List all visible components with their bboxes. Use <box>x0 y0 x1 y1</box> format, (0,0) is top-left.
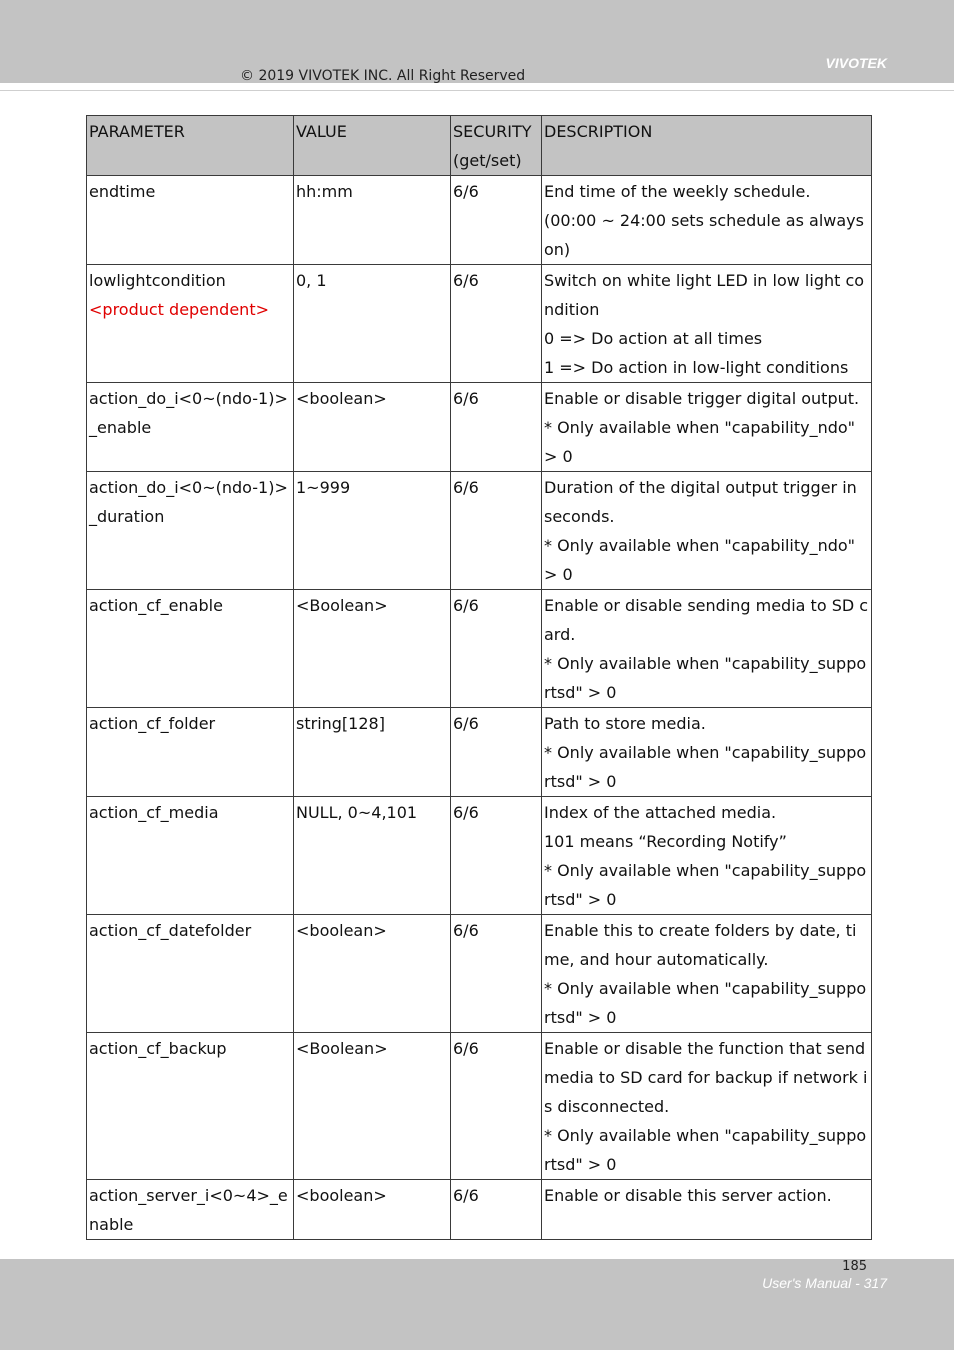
manual-page-label: User's Manual - 317 <box>762 1275 887 1291</box>
header-security: SECURITY (get/set) <box>451 116 542 176</box>
description-line: End time of the weekly schedule. <box>544 182 811 201</box>
description-line: Enable or disable trigger digital output. <box>544 389 860 408</box>
parameter-cell <box>87 472 294 590</box>
description-cell <box>542 1033 872 1180</box>
table-row <box>87 1033 872 1180</box>
parameter-name: action_cf_folder <box>89 714 216 733</box>
description-line: 0 => Do action at all times <box>544 329 763 348</box>
table-row <box>87 708 872 797</box>
parameter-cell <box>87 383 294 472</box>
table-row <box>87 472 872 590</box>
header-divider <box>0 90 954 91</box>
table-row <box>87 590 872 708</box>
parameter-name: lowlightcondition <box>89 271 226 290</box>
parameter-cell <box>87 797 294 915</box>
value-cell: 0, 1 <box>294 265 451 383</box>
table-row <box>87 265 872 383</box>
parameter-cell <box>87 590 294 708</box>
description-line: * Only available when "capability_supportsd" > 0 <box>544 1126 867 1174</box>
description-line: * Only available when "capability_ndo" > 0 <box>544 536 856 584</box>
table-row <box>87 383 872 472</box>
description-line: Enable or disable the function that send media to SD card for backup if network is disconnected. <box>544 1039 868 1116</box>
parameter-name: action_cf_media <box>89 803 219 822</box>
page-number: 185 <box>842 1259 867 1274</box>
description-cell <box>542 1180 872 1240</box>
footer-band <box>0 1259 954 1350</box>
parameter-name: endtime <box>89 182 156 201</box>
description-line: * Only available when "capability_supportsd" > 0 <box>544 979 867 1027</box>
security-cell: 6/6 <box>451 1180 542 1240</box>
parameter-name: action_cf_backup <box>89 1039 227 1058</box>
parameter-name: action_do_i<0~(ndo-1)>_duration <box>89 478 288 526</box>
description-line: Index of the attached media. <box>544 803 777 822</box>
parameter-name: action_server_i<0~4>_enable <box>89 1186 288 1234</box>
description-line: 101 means “Recording Notify” <box>544 832 787 851</box>
value-cell: 1~999 <box>294 472 451 590</box>
description-line: 1 => Do action in low-light conditions <box>544 358 849 377</box>
security-cell: 6/6 <box>451 472 542 590</box>
security-cell: 6/6 <box>451 915 542 1033</box>
security-cell: 6/6 <box>451 1033 542 1180</box>
parameter-table <box>86 115 872 1240</box>
parameter-cell <box>87 1033 294 1180</box>
description-cell <box>542 383 872 472</box>
description-line: * Only available when "capability_supportsd" > 0 <box>544 743 867 791</box>
parameter-cell <box>87 708 294 797</box>
table-header-row <box>87 116 872 176</box>
security-cell: 6/6 <box>451 797 542 915</box>
description-line: Enable or disable this server action. <box>544 1186 832 1205</box>
description-line: * Only available when "capability_ndo" > 0 <box>544 418 856 466</box>
description-cell <box>542 590 872 708</box>
parameter-cell <box>87 176 294 265</box>
parameter-name: action_do_i<0~(ndo-1)>_enable <box>89 389 288 437</box>
value-cell: <boolean> <box>294 383 451 472</box>
description-line: Switch on white light LED in low light condition <box>544 271 865 319</box>
table-row <box>87 1180 872 1240</box>
parameter-cell <box>87 915 294 1033</box>
table-row <box>87 176 872 265</box>
value-cell: NULL, 0~4,101 <box>294 797 451 915</box>
security-cell: 6/6 <box>451 383 542 472</box>
description-cell <box>542 797 872 915</box>
parameter-name: action_cf_enable <box>89 596 223 615</box>
security-cell: 6/6 <box>451 265 542 383</box>
description-line: Enable this to create folders by date, time, and hour automatically. <box>544 921 857 969</box>
description-cell <box>542 265 872 383</box>
description-cell <box>542 472 872 590</box>
header-parameter: PARAMETER <box>87 116 294 176</box>
security-cell: 6/6 <box>451 708 542 797</box>
description-line: * Only available when "capability_supportsd" > 0 <box>544 861 867 909</box>
security-cell: 6/6 <box>451 590 542 708</box>
parameter-name: action_cf_datefolder <box>89 921 252 940</box>
security-cell: 6/6 <box>451 176 542 265</box>
description-cell <box>542 176 872 265</box>
value-cell: <Boolean> <box>294 1033 451 1180</box>
parameter-cell <box>87 265 294 383</box>
description-line: Path to store media. <box>544 714 706 733</box>
value-cell: <boolean> <box>294 1180 451 1240</box>
value-cell: string[128] <box>294 708 451 797</box>
description-line: Enable or disable sending media to SD card. <box>544 596 869 644</box>
description-cell <box>542 915 872 1033</box>
header-value: VALUE <box>294 116 451 176</box>
value-cell: <Boolean> <box>294 590 451 708</box>
description-cell <box>542 708 872 797</box>
description-line: Duration of the digital output trigger in seconds. <box>544 478 857 526</box>
description-line: * Only available when "capability_supportsd" > 0 <box>544 654 867 702</box>
copyright-text: © 2019 VIVOTEK INC. All Right Reserved <box>240 68 526 84</box>
value-cell: hh:mm <box>294 176 451 265</box>
table-row <box>87 797 872 915</box>
header-description: DESCRIPTION <box>542 116 872 176</box>
description-line: (00:00 ~ 24:00 sets schedule as always on) <box>544 211 864 259</box>
parameter-cell <box>87 1180 294 1240</box>
value-cell: <boolean> <box>294 915 451 1033</box>
table-body <box>87 176 872 1240</box>
table-row <box>87 915 872 1033</box>
product-dependent-note: <product dependent> <box>89 300 269 319</box>
brand-logo: VIVOTEK <box>825 55 887 71</box>
